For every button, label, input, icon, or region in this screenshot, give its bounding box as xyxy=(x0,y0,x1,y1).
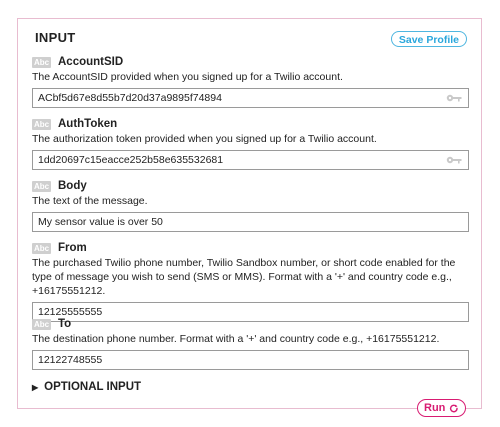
run-label: Run xyxy=(424,402,446,414)
optional-input-label: OPTIONAL INPUT xyxy=(44,381,142,393)
field-description: The AccountSID provided when you signed up for a Twilio account. xyxy=(32,71,343,83)
field-description: The purchased Twilio phone number, Twilio Sandbox number, or short code enabled for the type of message you wish to send (SMS or MMS). Format with a '+' and country code e.g., +16175551212. xyxy=(32,257,456,297)
authtoken-input[interactable] xyxy=(32,150,469,170)
key-icon[interactable] xyxy=(446,155,462,165)
text-type-badge: Abc xyxy=(33,119,50,129)
optional-input-toggle[interactable] xyxy=(32,381,141,393)
key-icon[interactable] xyxy=(446,93,462,103)
triangle-right-icon: ▶ xyxy=(32,382,39,392)
panel-title: INPUT xyxy=(35,30,76,45)
text-type-badge: Abc xyxy=(33,243,50,253)
input-value: ACbf5d67e8d55b7d20d37a9895f74894 xyxy=(38,92,222,104)
field-authtoken xyxy=(32,117,469,170)
text-type-badge: Abc xyxy=(33,181,50,191)
refresh-icon xyxy=(449,403,459,414)
field-label: AuthToken xyxy=(58,118,118,130)
field-label: To xyxy=(58,318,72,330)
field-accountsid xyxy=(32,55,469,108)
input-value: 12122748555 xyxy=(38,354,103,366)
input-value: My sensor value is over 50 xyxy=(38,216,163,228)
save-profile-button[interactable]: Save Profile xyxy=(391,31,467,47)
field-label: AccountSID xyxy=(58,56,124,68)
field-description: The text of the message. xyxy=(32,195,148,207)
input-value: 1dd20697c15eacce252b58e635532681 xyxy=(38,154,224,166)
to-input[interactable] xyxy=(32,350,469,370)
field-description: The destination phone number. Format with a '+' and country code e.g., +16175551212. xyxy=(32,333,440,345)
field-label: From xyxy=(58,242,87,254)
field-label: Body xyxy=(58,180,87,192)
field-body xyxy=(32,179,469,232)
text-type-badge: Abc xyxy=(33,57,50,67)
body-input[interactable] xyxy=(32,212,469,232)
field-to xyxy=(32,317,469,370)
accountsid-input[interactable] xyxy=(32,88,469,108)
run-button[interactable] xyxy=(417,399,466,417)
text-type-badge: Abc xyxy=(33,319,50,329)
field-description: The authorization token provided when you signed up for a Twilio account. xyxy=(32,133,377,145)
input-panel xyxy=(17,18,482,409)
field-from xyxy=(32,241,469,322)
input-value: 12125555555 xyxy=(38,306,103,318)
